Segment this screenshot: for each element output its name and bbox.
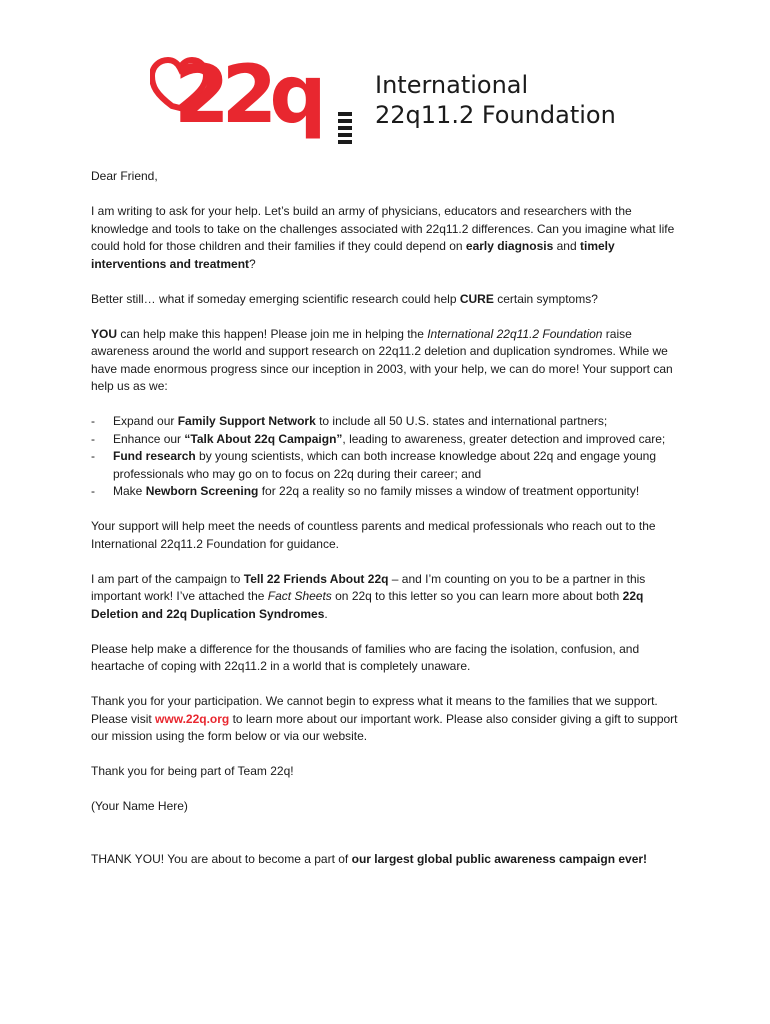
- list-item: [91, 448, 691, 483]
- paragraph-you: [91, 326, 691, 396]
- text: Expand our: [113, 414, 178, 428]
- org-name-line2: 22q11.2 Foundation: [375, 101, 616, 129]
- bold-text: 22q Deletion and 22q Duplication Syndromes: [91, 589, 644, 621]
- greeting: Dear Friend,: [91, 169, 158, 183]
- bold-text: Tell 22 Friends About 22q: [243, 571, 389, 586]
- website-link[interactable]: www.22q.org: [155, 711, 230, 726]
- text: and: [553, 239, 580, 253]
- org-name-line1: International: [375, 71, 529, 99]
- text: Thank you for your participation. We cannot begin to express what it means to the families that we support. Please visit: [91, 694, 658, 726]
- text: I am part of the campaign to: [91, 571, 244, 586]
- list-item: [91, 431, 691, 449]
- bold-text: Fund research: [113, 449, 196, 463]
- italic-text: Fact Sheets: [267, 589, 332, 603]
- paragraph-campaign: [91, 571, 691, 624]
- logo-barcode-stripes: [338, 112, 352, 144]
- bold-text: Newborn Screening: [145, 484, 259, 498]
- bold-text: early diagnosis: [465, 239, 554, 253]
- text: can help make this happen! Please join me in helping the: [117, 326, 428, 341]
- text: – and I’m counting on you to be a partner in this important work! I’ve attached the: [91, 571, 646, 603]
- text: , leading to awareness, greater detection and improved care;: [342, 431, 666, 446]
- text: Make: [113, 484, 146, 498]
- text: for 22q a reality so no family misses a window of treatment opportunity!: [258, 484, 640, 498]
- text: I am writing to ask for your help. Let’s build an army of physicians, educators and researchers with the knowledge and tools to take on the challenges associated with 22q11.2 differences. Can you imagine what life could hold for those children and their families if they could depend on: [91, 204, 675, 253]
- letter-body: [91, 168, 691, 886]
- list-item: [91, 413, 691, 431]
- paragraph-cure: [91, 291, 691, 309]
- closing-line: [91, 851, 691, 869]
- text: .: [324, 606, 328, 621]
- paragraph-help: [91, 203, 691, 273]
- list-item: [91, 483, 691, 501]
- text: raise awareness around the world and support research on 22q11.2 deletion and duplication syndromes. While we have made enormous progress since our inception in 2003, with your help, we can do more! Your support can help us as we:: [91, 326, 673, 393]
- text: to include all 50 U.S. states and international partners;: [315, 414, 608, 428]
- paragraph-difference: Please help make a difference for the thousands of families who are facing the isolation, confusion, and heartache of coping with 22q11.2 in a world that is completely unaware.: [91, 641, 640, 673]
- paragraph-support: Your support will help meet the needs of countless parents and medical professionals who reach out to the International 22q11.2 Foundation for guidance.: [91, 519, 656, 551]
- bold-text: YOU: [91, 326, 118, 341]
- text: certain symptoms?: [493, 291, 598, 306]
- bold-text: CURE: [459, 291, 494, 306]
- bold-text: Family Support Network: [177, 414, 316, 428]
- bold-text: “Talk About 22q Campaign”: [184, 431, 343, 446]
- italic-text: International 22q11.2 Foundation: [427, 326, 603, 341]
- text: by young scientists, which can both increase knowledge about 22q and engage young professionals who may go on to focus on 22q during their career; and: [113, 449, 657, 481]
- text: Better still… what if someday emerging scientific research could help: [91, 291, 460, 306]
- bold-text: our largest global public awareness campaign ever!: [351, 851, 648, 866]
- paragraph-thanks: [91, 693, 691, 746]
- signature: (Your Name Here): [91, 799, 188, 813]
- bold-text: timely interventions and treatment: [91, 239, 615, 271]
- text: ?: [249, 256, 256, 271]
- goals-list: [91, 413, 691, 501]
- text: on 22q to this letter so you can learn more about both: [331, 589, 623, 603]
- paragraph-team: Thank you for being part of Team 22q!: [91, 764, 294, 778]
- spacer: [91, 833, 691, 851]
- text: to learn more about our important work. Please also consider giving a gift to support our mission using the form below or via our website.: [91, 711, 678, 743]
- logo-text: 22q: [174, 52, 319, 141]
- text: Enhance our: [113, 431, 185, 446]
- text: THANK YOU! You are about to become a part of: [91, 851, 352, 866]
- letterhead: [150, 52, 630, 152]
- 22q-logo: [150, 52, 360, 152]
- organization-name: [375, 70, 616, 130]
